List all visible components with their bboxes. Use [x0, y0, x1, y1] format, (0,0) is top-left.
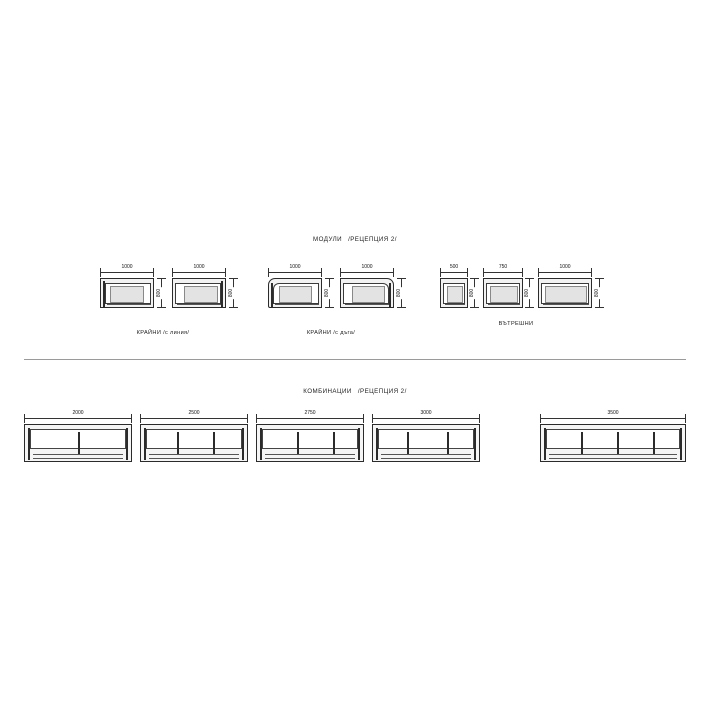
combination-edge-bar [358, 428, 360, 460]
module-front-line [488, 304, 520, 305]
module-front-line [177, 304, 221, 305]
section-title-combinations-sub: /РЕЦЕПЦИЯ 2/ [357, 388, 407, 395]
dimension-value: 800 [228, 288, 234, 298]
module-front-line [543, 304, 589, 305]
group-caption-end-arc: КРАЙНИ /с дъга/ [306, 330, 356, 336]
module-front-line [107, 304, 151, 305]
dimension-depth-module-3-1 [470, 278, 479, 308]
dim-line [172, 272, 226, 273]
combination-divider-bar [581, 432, 583, 454]
module-front-line [345, 304, 389, 305]
dimension-value: 2000 [72, 410, 84, 416]
dimension-width-module-2-2 [340, 265, 394, 274]
module-end-line-right [172, 278, 226, 308]
combination-divider-bar [617, 432, 619, 454]
dimension-depth-module-2-1 [325, 278, 334, 308]
dimension-width-module-2-1 [268, 265, 322, 274]
combination-divider-bar [297, 432, 299, 454]
dimension-value: 800 [396, 288, 402, 298]
module-end-arc-right [340, 278, 394, 308]
module-seat [545, 286, 587, 303]
combination-edge-bar [126, 428, 128, 460]
dimension-depth-module-1-1 [157, 278, 166, 308]
combination-divider-bar [333, 432, 335, 454]
combination-divider-bar [213, 432, 215, 454]
dim-line [256, 418, 364, 419]
combination-divider-bar [407, 432, 409, 454]
combination-inner [262, 429, 358, 449]
dimension-value: 1000 [361, 264, 373, 270]
module-end-line-left [100, 278, 154, 308]
dim-line [440, 272, 468, 273]
combination-front-line [149, 458, 239, 459]
dimension-value: 800 [524, 288, 530, 298]
dimension-depth-module-1-2 [229, 278, 238, 308]
dimension-value: 800 [594, 288, 600, 298]
combination-3000 [372, 424, 480, 462]
dim-line [340, 272, 394, 273]
module-seat [447, 286, 463, 303]
combination-edge-bar [260, 428, 262, 460]
combination-divider-bar [653, 432, 655, 454]
combination-inner [146, 429, 242, 449]
section-title-modules [313, 236, 397, 243]
combination-divider-bar [447, 432, 449, 454]
module-edge-bar [389, 283, 391, 307]
dim-line [372, 418, 480, 419]
combination-divider-bar [78, 432, 80, 454]
combination-front-line [33, 454, 123, 455]
dimension-width-module-1-1 [100, 265, 154, 274]
dimension-value: 2750 [304, 410, 316, 416]
dimension-width-module-1-2 [172, 265, 226, 274]
combination-3500 [540, 424, 686, 462]
combination-2500 [140, 424, 248, 462]
module-seat [279, 286, 312, 303]
combination-edge-bar [242, 428, 244, 460]
dimension-depth-module-3-3 [595, 278, 604, 308]
dimension-value: 1000 [121, 264, 133, 270]
dim-line [268, 272, 322, 273]
module-inner-1000 [538, 278, 592, 308]
module-edge-bar [221, 281, 223, 307]
section-title-modules-sub: /РЕЦЕПЦИЯ 2/ [348, 236, 397, 243]
module-seat [490, 286, 518, 303]
combination-edge-bar [28, 428, 30, 460]
dimension-depth-module-2-2 [397, 278, 406, 308]
combination-edge-bar [680, 428, 682, 460]
combination-2000 [24, 424, 132, 462]
dimension-value: 3000 [420, 410, 432, 416]
combination-inner [378, 429, 474, 449]
section-title-combinations-main: КОМБИНАЦИИ [303, 388, 352, 395]
combination-front-line [381, 454, 471, 455]
combination-inner [546, 429, 680, 449]
dim-line [100, 272, 154, 273]
combination-front-line [33, 458, 123, 459]
group-caption-end-line: КРАЙНИ /с линия/ [136, 330, 190, 336]
module-seat [184, 286, 218, 303]
combination-front-line [265, 454, 355, 455]
module-front-line [445, 304, 465, 305]
dim-line [538, 272, 592, 273]
module-seat [110, 286, 144, 303]
dimension-width-combination-3 [256, 411, 364, 420]
combination-edge-bar [474, 428, 476, 460]
module-edge-bar [271, 283, 273, 307]
dimension-value: 500 [449, 264, 459, 270]
dimension-value: 800 [469, 288, 475, 298]
module-edge-bar [103, 281, 105, 307]
dimension-width-combination-5 [540, 411, 686, 420]
dimension-width-module-3-1 [440, 265, 468, 274]
combination-edge-bar [144, 428, 146, 460]
combination-2750 [256, 424, 364, 462]
section-divider [24, 359, 686, 360]
dimension-value: 800 [156, 288, 162, 298]
combination-front-line [381, 458, 471, 459]
dimension-value: 750 [498, 264, 508, 270]
combination-front-line [149, 454, 239, 455]
dimension-width-combination-1 [24, 411, 132, 420]
dimension-depth-module-3-2 [525, 278, 534, 308]
combination-edge-bar [376, 428, 378, 460]
dimension-width-module-3-2 [483, 265, 523, 274]
module-inner-500 [440, 278, 468, 308]
dimension-width-module-3-3 [538, 265, 592, 274]
combination-front-line [265, 458, 355, 459]
dim-line [140, 418, 248, 419]
combination-edge-bar [544, 428, 546, 460]
combination-divider-bar [177, 432, 179, 454]
dimension-width-combination-2 [140, 411, 248, 420]
group-caption-inner: ВЪТРЕШНИ [498, 321, 534, 327]
dimension-value: 1000 [289, 264, 301, 270]
combination-front-line [549, 454, 677, 455]
module-seat [352, 286, 385, 303]
dimension-width-combination-4 [372, 411, 480, 420]
section-title-modules-main: МОДУЛИ [313, 236, 343, 243]
dim-line [483, 272, 523, 273]
module-front-line [275, 304, 319, 305]
dim-line [24, 418, 132, 419]
dimension-value: 1000 [193, 264, 205, 270]
combination-front-line [549, 458, 677, 459]
module-end-arc-left [268, 278, 322, 308]
dimension-value: 3500 [607, 410, 619, 416]
dimension-value: 800 [324, 288, 330, 298]
section-title-combinations [303, 388, 406, 395]
module-inner-750 [483, 278, 523, 308]
dimension-value: 1000 [559, 264, 571, 270]
dimension-value: 2500 [188, 410, 200, 416]
dim-line [540, 418, 686, 419]
